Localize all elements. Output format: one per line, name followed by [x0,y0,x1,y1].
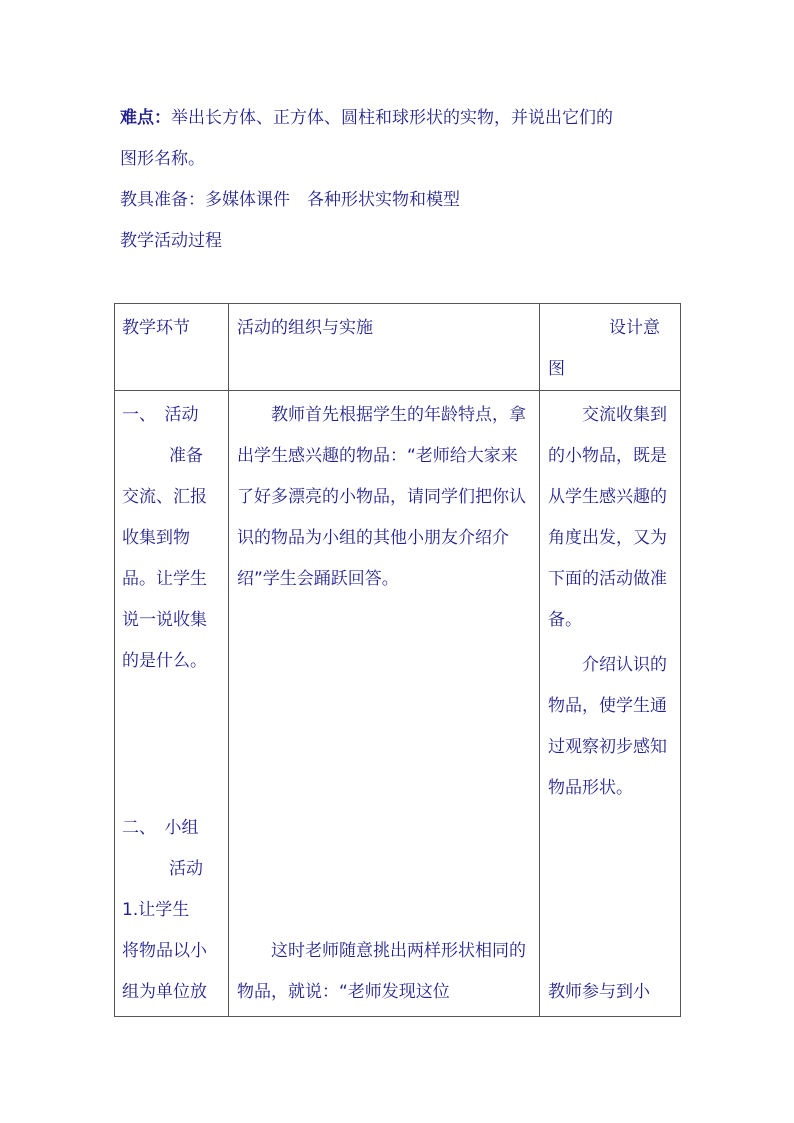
header-teaching-step: 教学环节 [115,304,229,391]
lesson-table [114,303,681,1017]
difficulty-text: 举出长方体、正方体、圆柱和球形状的实物，并说出它们的 [171,108,613,128]
difficulty-line-1 [120,108,613,128]
activity-paragraph-2: 这时老师随意挑出两样形状相同的物品，就说：“老师发现这位 [237,941,526,1002]
intent-paragraph-1: 交流收集到的小物品，既是从学生感兴趣的角度出发，又为下面的活动做准备。 [548,405,667,630]
teaching-process-heading: 教学活动过程 [120,231,222,251]
intent-paragraph-2: 介绍认识的物品，使学生通过观察初步感知物品形状。 [548,655,667,798]
difficulty-line-2: 图形名称。 [120,149,205,169]
table-row [115,391,681,1017]
header-activity-organization: 活动的组织与实施 [229,304,540,391]
header-design-intent [540,304,681,391]
activity-cell [229,391,540,1017]
activity-paragraph-1: 教师首先根据学生的年龄特点，拿出学生感兴趣的物品：“老师给大家来了好多漂亮的小物品，请同学们把你认识的物品为小组的其他小朋友介绍介绍”学生会踊跃回答。 [237,405,526,589]
step-two: 二、 小组 活动 1.让学生 将物品以小 组为单位放 [122,818,207,1002]
difficulty-label: 难点： [120,108,171,128]
step-one: 一、 活动 准备 交流、汇报 收集到物 品。让学生 说一说收集 的是什么。 [122,405,207,671]
intent-paragraph-3: 教师参与到小 [548,982,650,1002]
design-intent-cell [540,391,681,1017]
header-design-intent-line1: 设计意 [609,318,660,338]
header-design-intent-line2: 图 [548,359,565,379]
teaching-step-cell [115,391,229,1017]
table-header-row [115,304,681,391]
teaching-tools: 教具准备：多媒体课件 各种形状实物和模型 [120,190,460,210]
